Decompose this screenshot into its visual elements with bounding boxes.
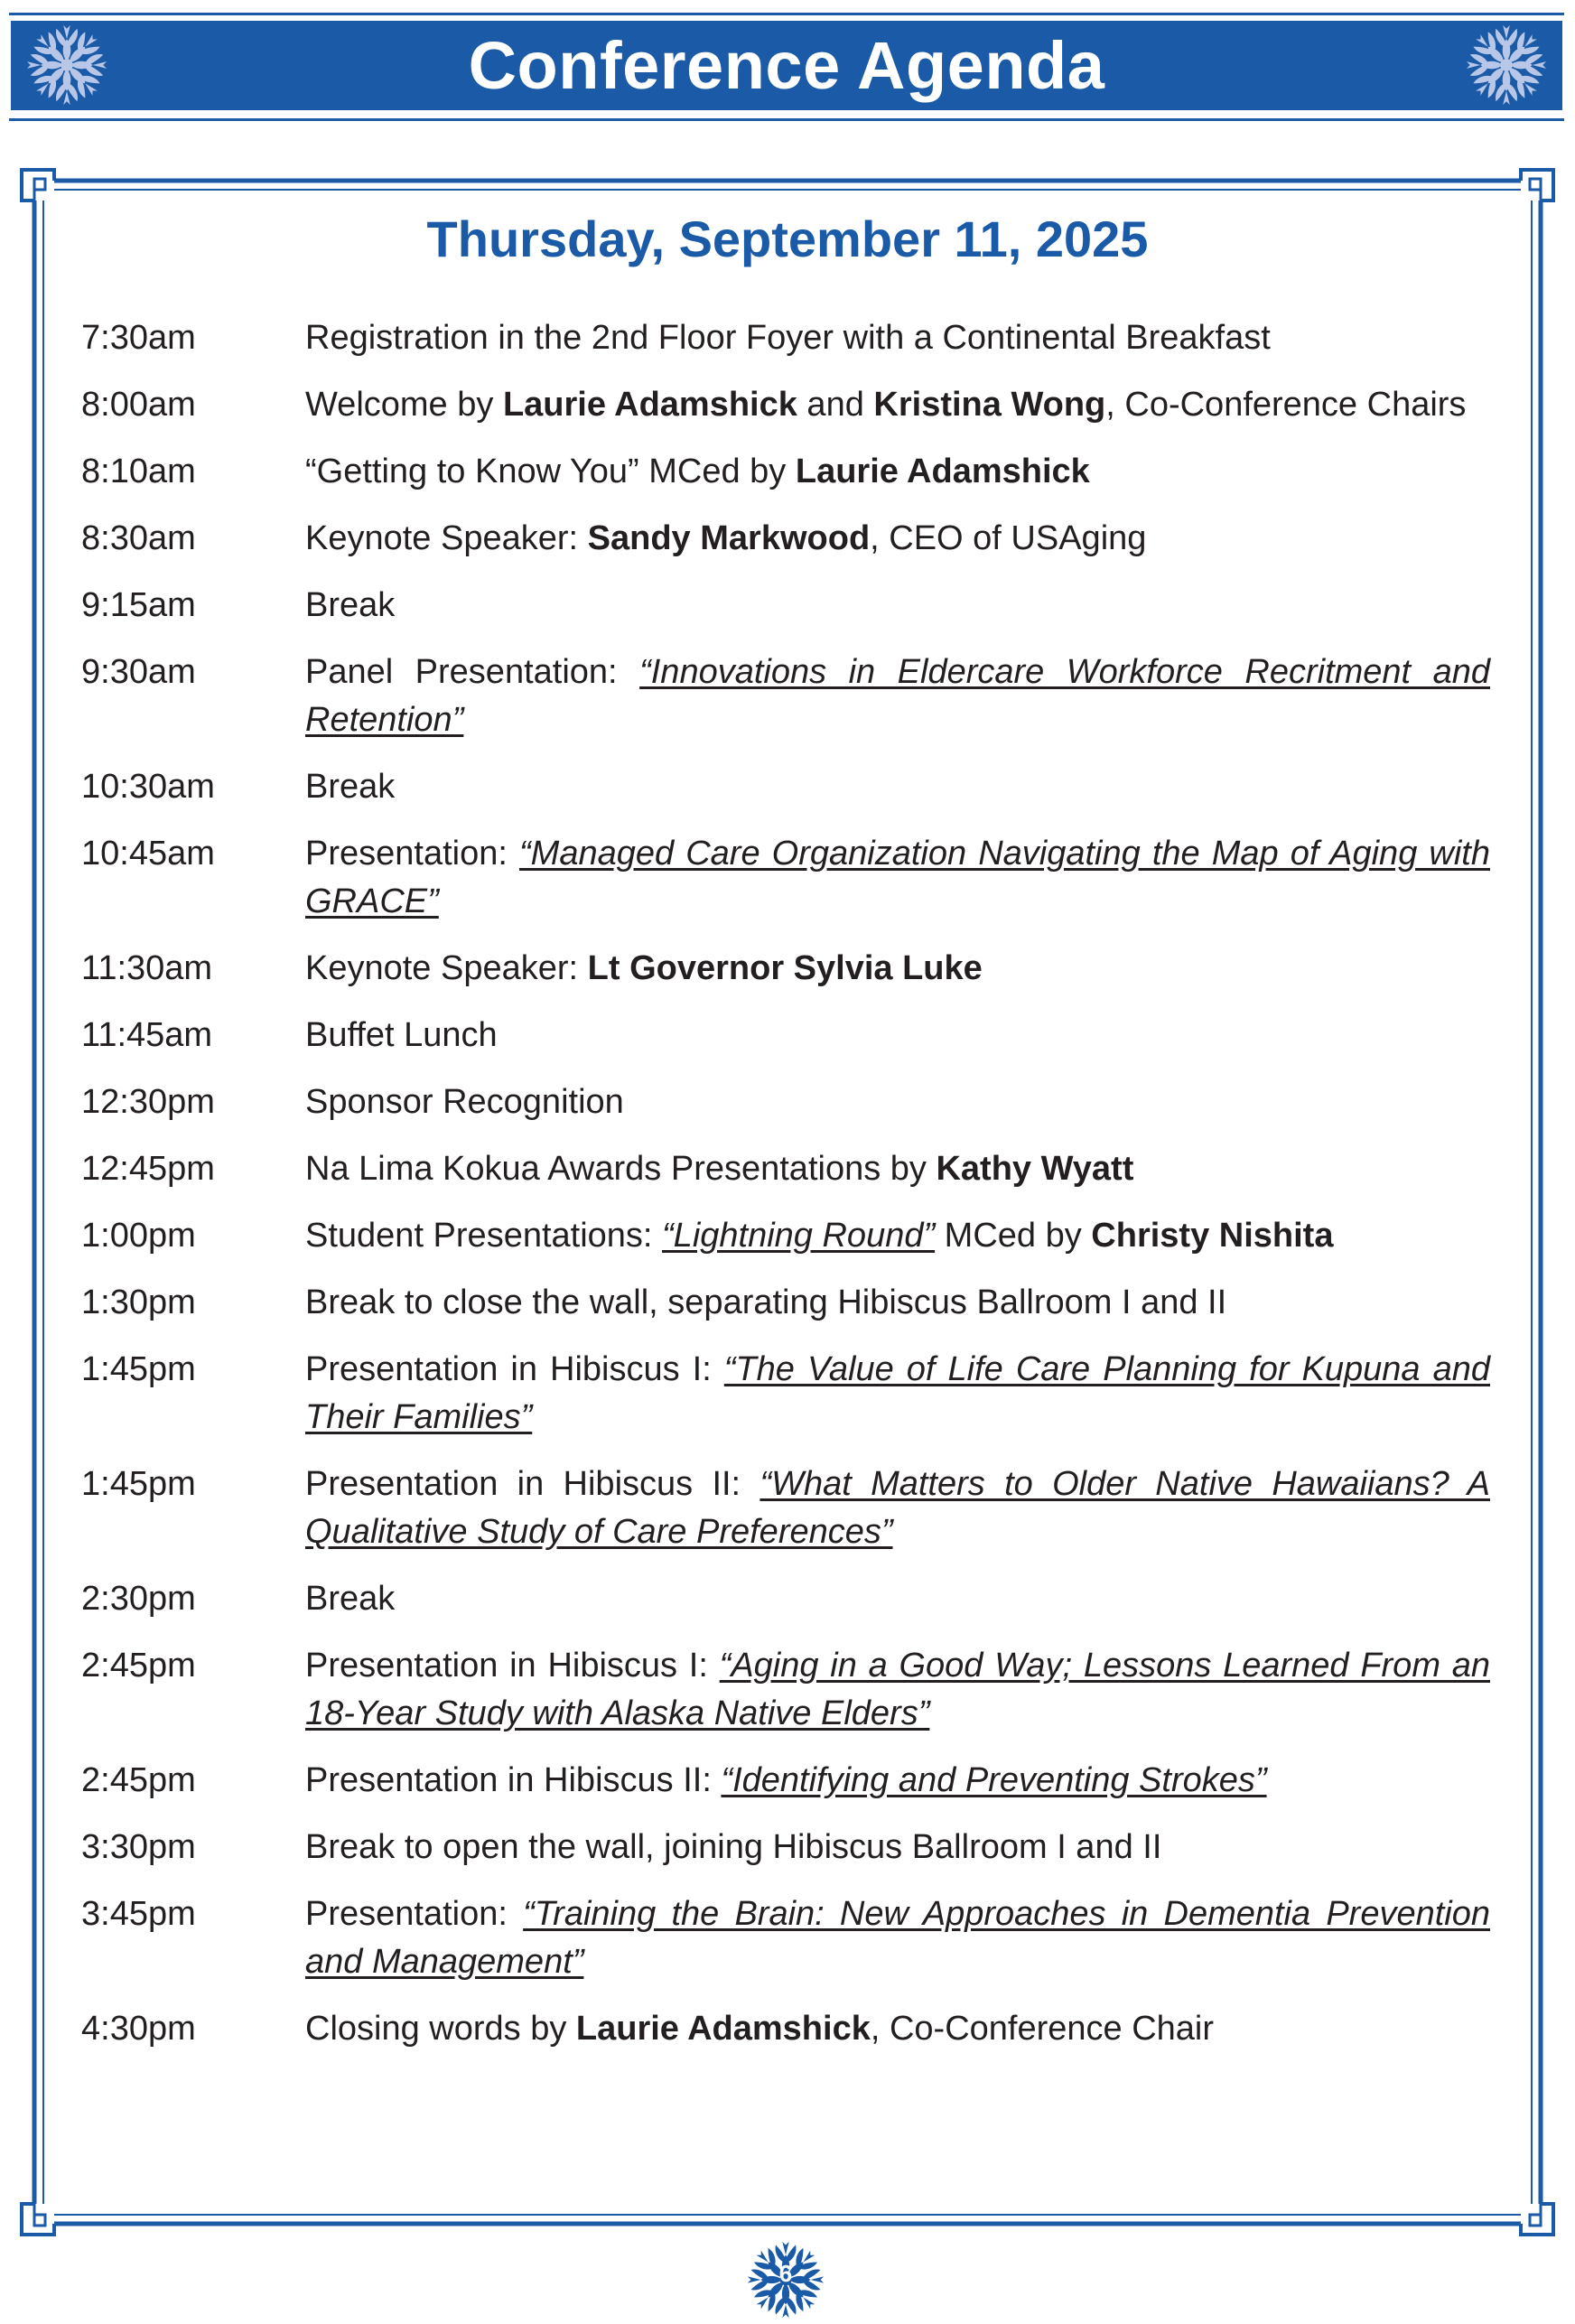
agenda-time: 1:45pm [81, 1465, 196, 1503]
agenda-description [305, 1642, 1490, 1738]
agenda-time: 12:30pm [81, 1083, 215, 1121]
agenda-item [81, 1575, 1490, 1623]
hawaiian-quilt-icon [1465, 23, 1548, 107]
page-number-badge [746, 2240, 825, 2312]
agenda-time: 4:30pm [81, 2010, 196, 2048]
description-text: Presentation in Hibiscus II: [305, 1761, 722, 1799]
description-text: Keynote Speaker: [305, 949, 588, 987]
description-text: Presentation in Hibiscus II: [305, 1465, 760, 1503]
agenda-description [305, 1890, 1490, 1986]
agenda-item [81, 2005, 1490, 2053]
speaker-name: Lt Governor Sylvia Luke [587, 949, 983, 987]
description-text: and [797, 386, 874, 424]
description-text: Panel Presentation: [305, 653, 640, 691]
agenda-description [305, 381, 1490, 429]
day-heading: Thursday, September 11, 2025 [426, 210, 1149, 267]
session-title: “Managed Care Organization Navigating the Map of Aging with GRACE” [305, 835, 1490, 920]
page-number: 6 [778, 2260, 793, 2287]
agenda-description [305, 763, 1490, 811]
agenda-item [81, 314, 1490, 362]
agenda-time: 11:45am [81, 1016, 213, 1054]
agenda-item [81, 1757, 1490, 1805]
agenda-item [81, 1012, 1490, 1059]
agenda-description [305, 2005, 1490, 2053]
description-text: Presentation in Hibiscus I: [305, 1647, 720, 1685]
agenda-time: 1:45pm [81, 1350, 196, 1388]
agenda-time: 10:30am [81, 768, 215, 806]
session-title: “Innovations in Eldercare Workforce Recritment and Retention” [305, 653, 1490, 739]
agenda-list [81, 314, 1490, 2072]
session-title: “Identifying and Preventing Strokes” [721, 1761, 1267, 1799]
agenda-description [305, 1012, 1490, 1059]
agenda-item [81, 1461, 1490, 1556]
agenda-description [305, 1346, 1490, 1442]
agenda-time: 8:10am [81, 453, 196, 490]
speaker-name: Kristina Wong [873, 386, 1106, 424]
agenda-item [81, 448, 1490, 496]
agenda-time: 8:00am [81, 386, 196, 424]
speaker-name: Kathy Wyatt [936, 1150, 1134, 1188]
agenda-item [81, 830, 1490, 926]
speaker-name: Laurie Adamshick [795, 453, 1090, 490]
agenda-time: 3:30pm [81, 1828, 196, 1866]
description-text: , CEO of USAging [870, 519, 1147, 557]
agenda-time: 9:30am [81, 653, 196, 691]
session-title: “What Matters to Older Native Hawaiians? A Qualitative Study of Care Preferences” [305, 1465, 1490, 1551]
agenda-description [305, 515, 1490, 563]
agenda-time: 2:45pm [81, 1647, 196, 1685]
agenda-time: 8:30am [81, 519, 196, 557]
description-text: MCed by [935, 1217, 1092, 1255]
agenda-item [81, 1346, 1490, 1442]
description-text: Keynote Speaker: [305, 519, 588, 557]
agenda-time: 2:45pm [81, 1761, 196, 1799]
agenda-description [305, 1145, 1490, 1193]
description-text: , Co-Conference Chair [870, 2010, 1215, 2048]
agenda-item [81, 1279, 1490, 1327]
description-text: Presentation: [305, 835, 520, 873]
session-title: “Aging in a Good Way; Lessons Learned From an 18-Year Study with Alaska Native Elders” [305, 1647, 1490, 1732]
agenda-description [305, 582, 1490, 630]
agenda-description [305, 448, 1490, 496]
speaker-name: Laurie Adamshick [502, 386, 797, 424]
speaker-name: Sandy Markwood [587, 519, 871, 557]
session-title: “Training the Brain: New Approaches in Dementia Prevention and Management” [305, 1895, 1490, 1981]
banner-top-rule [9, 13, 1564, 15]
agenda-time: 3:45pm [81, 1895, 196, 1933]
agenda-item [81, 515, 1490, 563]
agenda-description [305, 649, 1490, 744]
agenda-time: 1:30pm [81, 1283, 196, 1321]
description-text: “Getting to Know You” MCed by [305, 453, 796, 490]
hawaiian-quilt-icon [25, 23, 108, 107]
agenda-item [81, 649, 1490, 744]
agenda-item [81, 763, 1490, 811]
agenda-time: 1:00pm [81, 1217, 196, 1255]
agenda-item [81, 1890, 1490, 1986]
header-banner [11, 21, 1562, 110]
agenda-item [81, 381, 1490, 429]
agenda-description [305, 830, 1490, 926]
description-text: Presentation in Hibiscus I: [305, 1350, 724, 1388]
agenda-item [81, 1212, 1490, 1260]
agenda-description [305, 1824, 1490, 1871]
agenda-item [81, 1824, 1490, 1871]
agenda-time: 12:45pm [81, 1150, 215, 1188]
agenda-description [305, 945, 1490, 993]
agenda-description [305, 1212, 1490, 1260]
agenda-item [81, 945, 1490, 993]
description-text: Sponsor Recognition [305, 1083, 624, 1121]
session-title: “Lightning Round” [662, 1217, 936, 1255]
description-text: Buffet Lunch [305, 1016, 498, 1054]
agenda-item [81, 1642, 1490, 1738]
agenda-time: 9:15am [81, 586, 196, 624]
description-text: Welcome by [305, 386, 503, 424]
agenda-time: 10:45am [81, 835, 215, 873]
agenda-time: 11:30am [81, 949, 213, 987]
session-title: “The Value of Life Care Planning for Kupuna and Their Families” [305, 1350, 1490, 1436]
page-title: Conference Agenda [468, 28, 1105, 103]
description-text: Break [305, 768, 396, 806]
description-text: , Co-Conference Chairs [1105, 386, 1467, 424]
description-text: Closing words by [305, 2010, 576, 2048]
agenda-description [305, 1279, 1490, 1327]
description-text: Break [305, 1580, 396, 1618]
agenda-description [305, 1757, 1490, 1805]
description-text: Student Presentations: [305, 1217, 663, 1255]
description-text: Break to close the wall, separating Hibiscus Ballroom I and II [305, 1283, 1227, 1321]
agenda-item [81, 1145, 1490, 1193]
agenda-description [305, 314, 1490, 362]
agenda-time: 2:30pm [81, 1580, 196, 1618]
banner-bottom-rule [9, 118, 1564, 121]
speaker-name: Christy Nishita [1091, 1217, 1334, 1255]
agenda-item [81, 1078, 1490, 1126]
agenda-item [81, 582, 1490, 630]
agenda-description [305, 1575, 1490, 1623]
agenda-description [305, 1078, 1490, 1126]
description-text: Break to open the wall, joining Hibiscus Ballroom I and II [305, 1828, 1162, 1866]
agenda-time: 7:30am [81, 319, 196, 357]
agenda-description [305, 1461, 1490, 1556]
speaker-name: Laurie Adamshick [575, 2010, 871, 2048]
description-text: Registration in the 2nd Floor Foyer with a Continental Breakfast [305, 319, 1271, 357]
description-text: Break [305, 586, 396, 624]
description-text: Presentation: [305, 1895, 524, 1933]
description-text: Na Lima Kokua Awards Presentations by [305, 1150, 937, 1188]
